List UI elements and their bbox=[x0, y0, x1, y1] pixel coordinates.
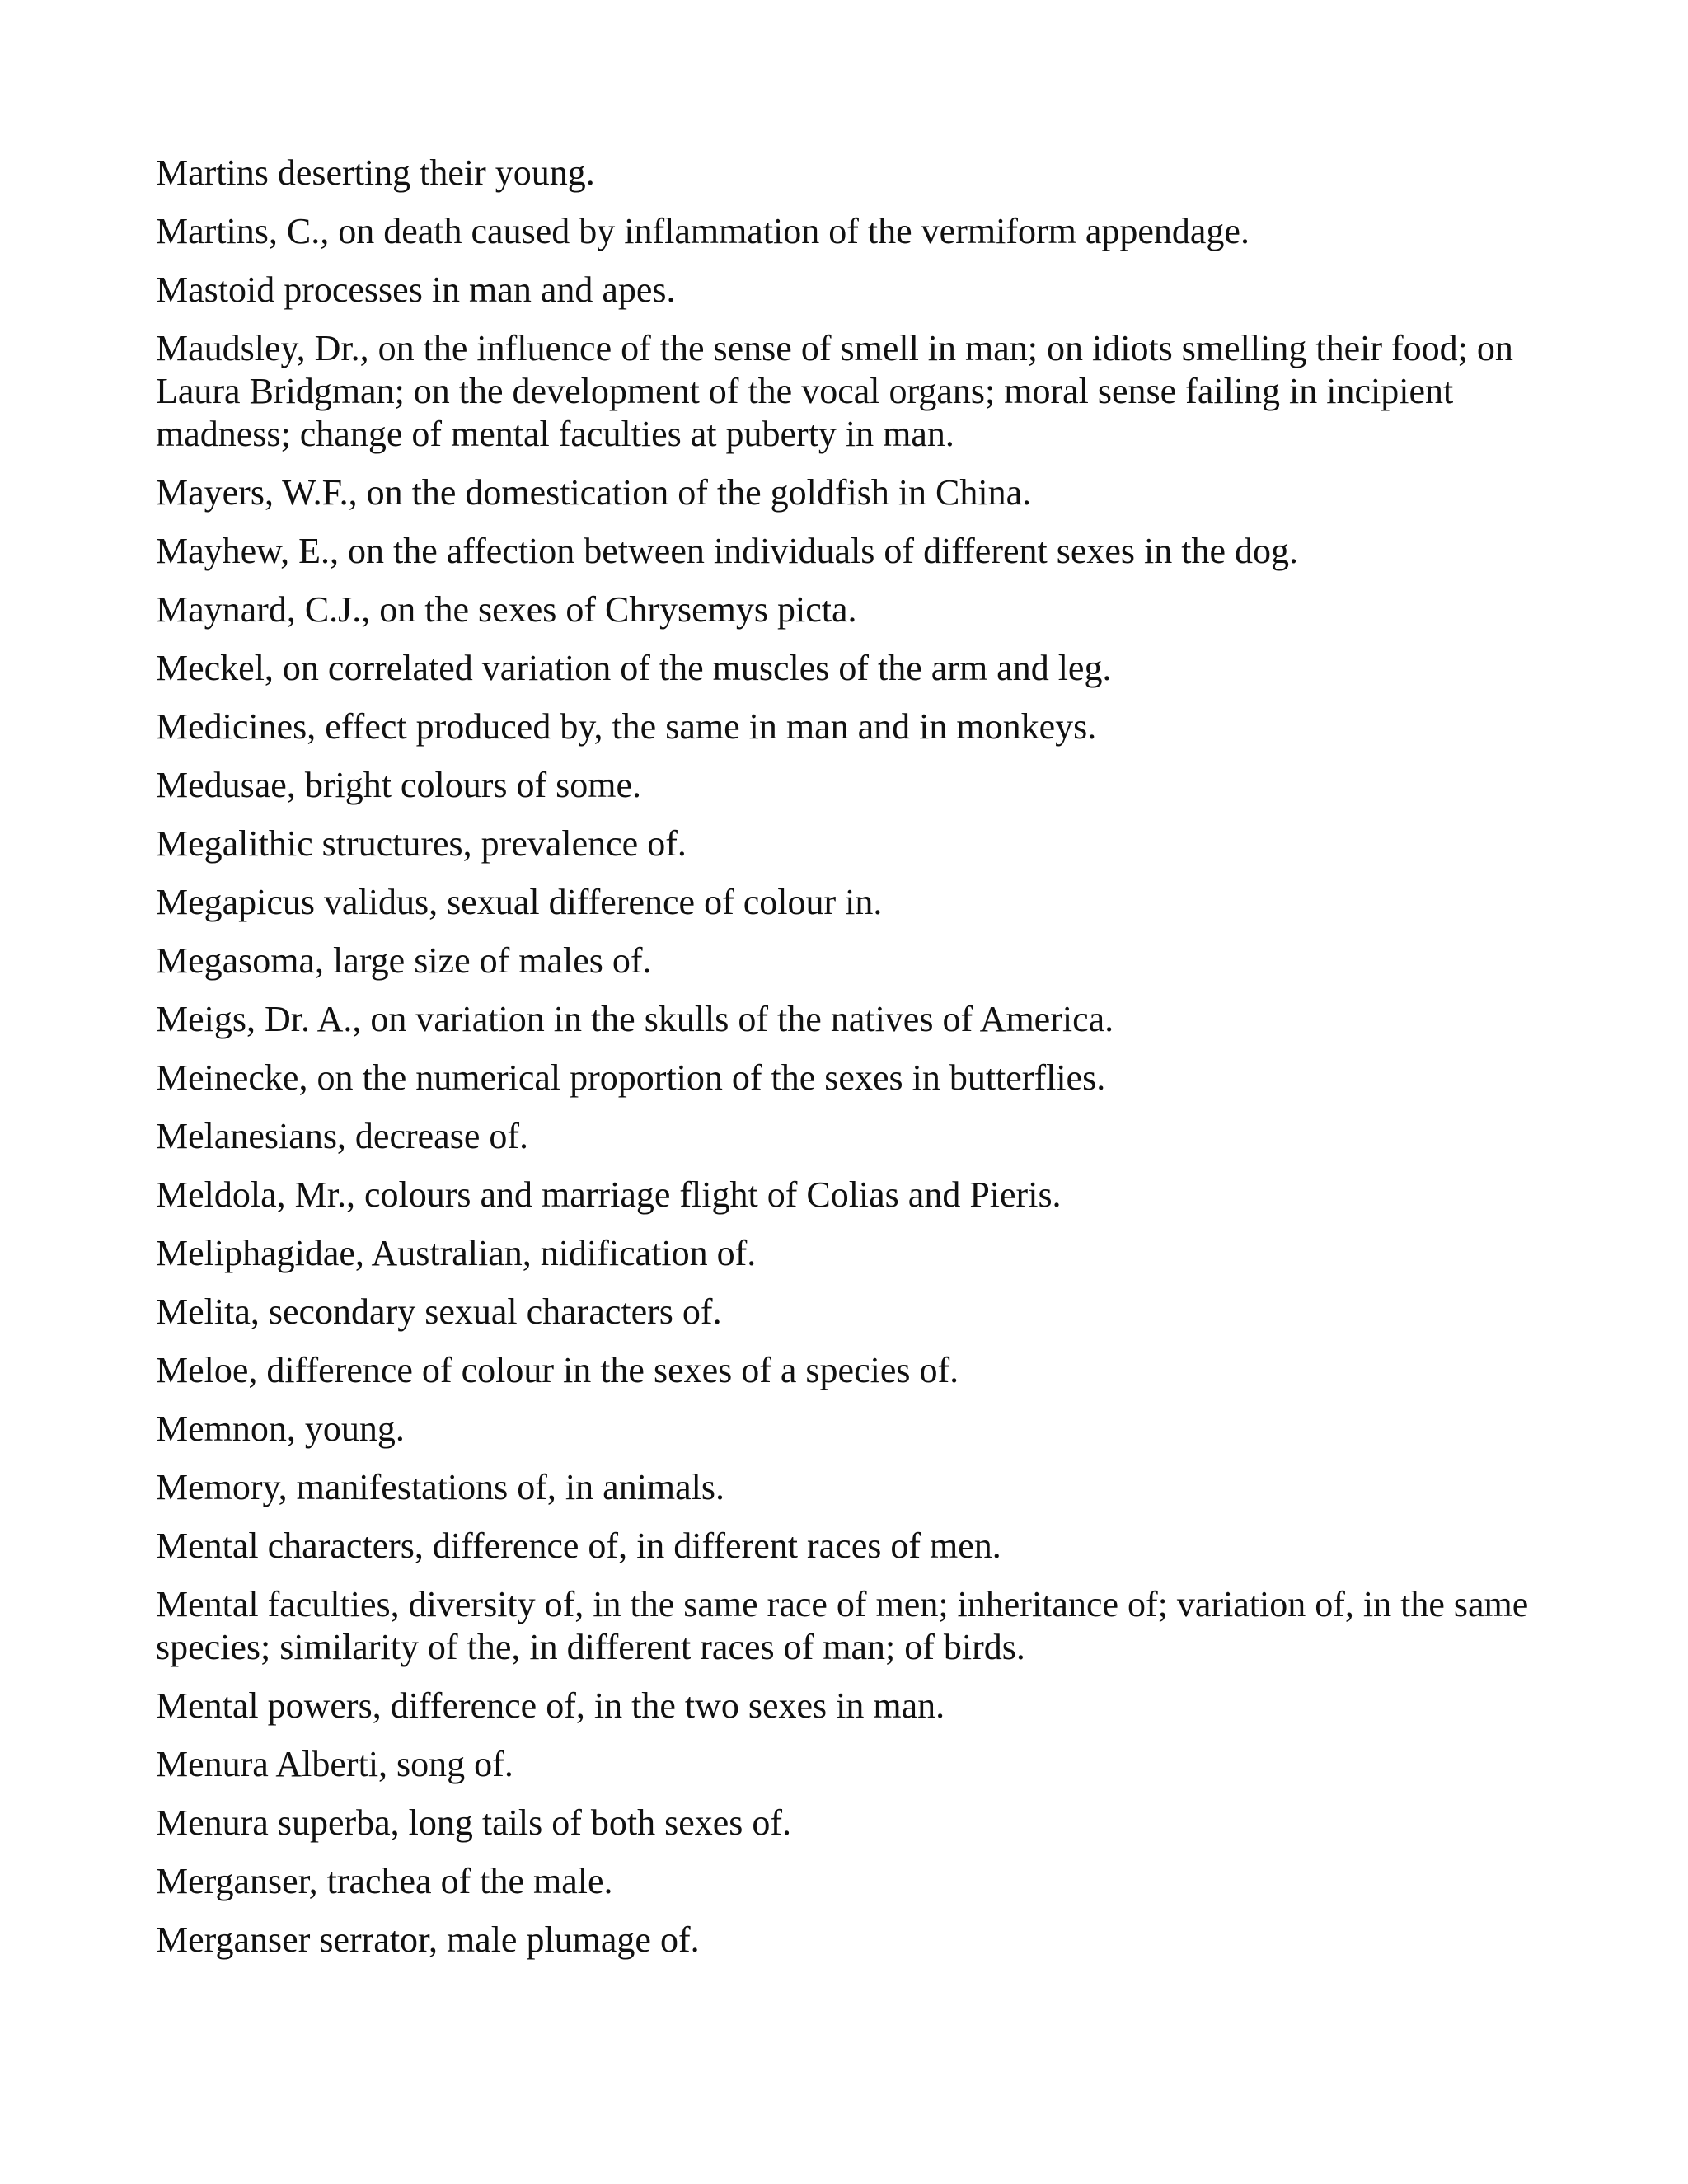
index-entry-list bbox=[156, 152, 1540, 1977]
index-entry: Mental characters, difference of, in different races of men. bbox=[156, 1526, 1001, 1566]
index-entry: Mayers, W.F., on the domestication of the goldfish in China. bbox=[156, 472, 1032, 513]
index-entry: Mental powers, difference of, in the two sexes in man. bbox=[156, 1685, 945, 1726]
index-entry: Medicines, effect produced by, the same in man and in monkeys. bbox=[156, 706, 1097, 747]
index-entry: Megapicus validus, sexual difference of colour in. bbox=[156, 882, 883, 922]
index-entry: Melita, secondary sexual characters of. bbox=[156, 1291, 722, 1332]
index-entry: Memnon, young. bbox=[156, 1408, 405, 1449]
index-entry: Memory, manifestations of, in animals. bbox=[156, 1467, 725, 1507]
index-entry: Mental faculties, diversity of, in the same race of men; inheritance of; variation of, in the same species; similarity of the, in different races of man; of birds. bbox=[156, 1584, 1529, 1667]
index-entry: Meckel, on correlated variation of the muscles of the arm and leg. bbox=[156, 648, 1112, 688]
index-entry: Martins, C., on death caused by inflammation of the vermiform appendage. bbox=[156, 211, 1250, 251]
index-entry: Merganser serrator, male plumage of. bbox=[156, 1919, 700, 1960]
index-entry: Meinecke, on the numerical proportion of the sexes in butterflies. bbox=[156, 1057, 1106, 1098]
index-entry: Meliphagidae, Australian, nidification of. bbox=[156, 1233, 757, 1273]
index-entry: Mayhew, E., on the affection between individuals of different sexes in the dog. bbox=[156, 531, 1299, 571]
index-entry: Martins deserting their young. bbox=[156, 152, 595, 193]
index-entry: Melanesians, decrease of. bbox=[156, 1116, 529, 1156]
index-entry: Mastoid processes in man and apes. bbox=[156, 269, 676, 310]
index-entry: Meldola, Mr., colours and marriage flight of Colias and Pieris. bbox=[156, 1174, 1062, 1215]
index-entry: Meigs, Dr. A., on variation in the skulls of the natives of America. bbox=[156, 999, 1114, 1039]
index-entry: Medusae, bright colours of some. bbox=[156, 765, 641, 805]
index-entry: Menura Alberti, song of. bbox=[156, 1744, 513, 1784]
index-entry: Megasoma, large size of males of. bbox=[156, 940, 652, 981]
index-entry: Menura superba, long tails of both sexes of. bbox=[156, 1802, 792, 1843]
index-entry: Maynard, C.J., on the sexes of Chrysemys picta. bbox=[156, 589, 857, 630]
index-entry: Megalithic structures, prevalence of. bbox=[156, 823, 687, 864]
index-entry: Merganser, trachea of the male. bbox=[156, 1861, 613, 1901]
index-entry: Meloe, difference of colour in the sexes of a species of. bbox=[156, 1350, 959, 1390]
index-entry: Maudsley, Dr., on the influence of the sense of smell in man; on idiots smelling their food; on Laura Bridgman; on the development of the vocal organs; moral sense failing in incipient madness; change of mental faculties at puberty in man. bbox=[156, 328, 1513, 454]
